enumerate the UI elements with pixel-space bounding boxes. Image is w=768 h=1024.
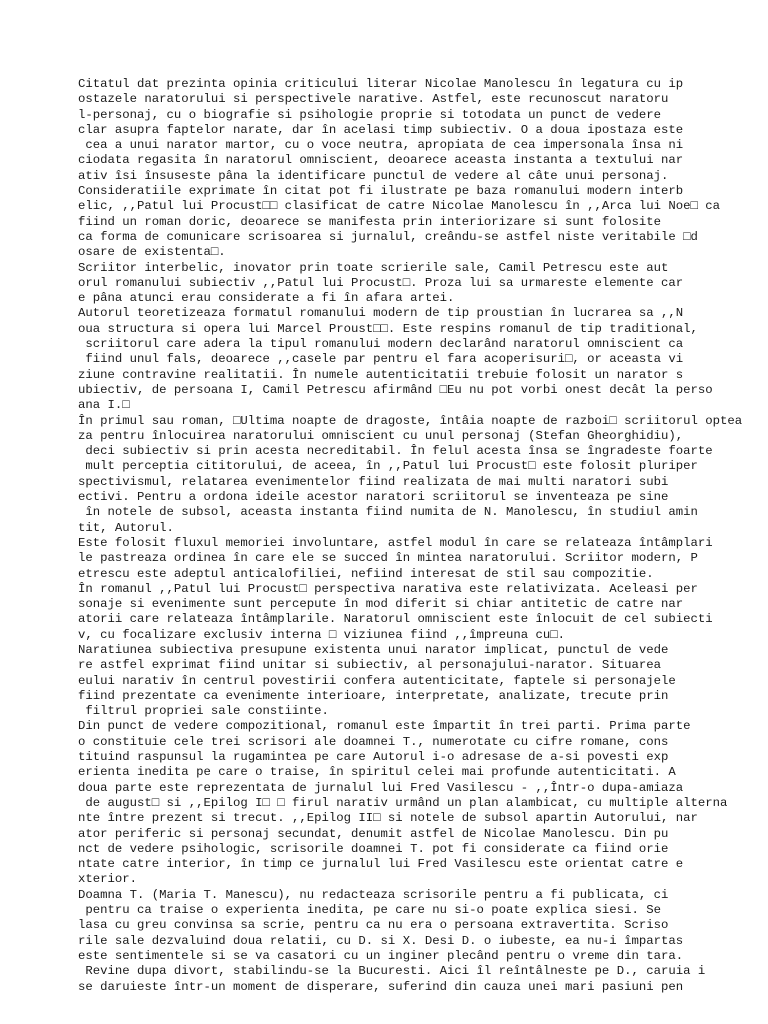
text-line: Scriitor interbelic, inovator prin toate scrierile sale, Camil Petrescu este aut xyxy=(78,260,669,275)
essay-text xyxy=(78,77,768,995)
text-line: v, cu focalizare exclusiv interna □ viziunea fiind ,,împreuna cu□. xyxy=(78,627,566,642)
text-line: nte între prezent si trecut. ,,Epilog II□ si notele de subsol apartin Autorului, nar xyxy=(78,811,698,826)
text-line: deci subiectiv si prin acesta necreditabil. În felul acesta însa se îngradeste foarte xyxy=(78,444,713,459)
text-line: erienta inedita pe care o traise, în spiritul celei mai profunde autenticitati. A xyxy=(78,765,676,780)
text-line: mult perceptia cititorului, de aceea, în ,,Patul lui Procust□ este folosit pluriper xyxy=(78,459,698,474)
text-line: filtrul propriei sale constiinte. xyxy=(78,704,329,719)
text-line: Citatul dat prezinta opinia criticului literar Nicolae Manolescu în legatura cu ip xyxy=(78,77,684,91)
text-line: atorii care relateaza întâmplarile. Naratorul omniscient este înlocuit de cel subiecti xyxy=(78,612,713,627)
text-line: clar asupra faptelor narate, dar în acelasi timp subiectiv. O a doua ipostaza este xyxy=(78,122,684,137)
text-line: osare de existenta□. xyxy=(78,245,226,260)
text-line: scriitorul care adera la tipul romanului modern declarând naratorul omniscient ca xyxy=(78,337,684,352)
text-line: tit, Autorul. xyxy=(78,520,174,535)
text-line: ziune contravine realitatii. În numele autenticitatii trebuie folosit un narator s xyxy=(78,367,684,382)
text-line: ntate catre interior, în timp ce jurnalul lui Fred Vasilescu este orientat catre e xyxy=(78,857,684,872)
text-line: nct de vedere psihologic, scrisorile doamnei T. pot fi considerate ca fiind orie xyxy=(78,841,669,856)
text-line: le pastreaza ordinea în care ele se succed în mintea naratorului. Scriitor modern, P xyxy=(78,551,698,566)
text-line: pentru ca traise o experienta inedita, pe care nu si-o poate explica siesi. Se xyxy=(78,903,661,918)
text-line: se daruieste într-un moment de disperare, suferind din cauza unei mari pasiuni pen xyxy=(78,979,684,994)
text-line: ubiectiv, de persoana I, Camil Petrescu afirmând □Eu nu pot vorbi onest decât la perso xyxy=(78,382,713,397)
text-line: de august□ si ,,Epilog I□ □ firul narativ urmând un plan alambicat, cu multiple alterna xyxy=(78,795,728,810)
text-line: Este folosit fluxul memoriei involuntare, astfel modul în care se relateaza întâmplari xyxy=(78,535,713,550)
text-line: doua parte este reprezentata de jurnalul lui Fred Vasilescu - ,,Într-o dupa-amiaza xyxy=(78,780,684,795)
text-line: ciodata regasita în naratorul omniscient, deoarece aceasta instanta a textului nar xyxy=(78,153,684,168)
text-line: este sentimentele si se va casatori cu un inginer plecând pentru o vreme din tara. xyxy=(78,948,684,963)
text-line: În romanul ,,Patul lui Procust□ perspectiva narativa este relativizata. Aceleasi per xyxy=(78,581,698,596)
text-line: l-personaj, cu o biografie si psihologie proprie si totodata un punct de vedere xyxy=(78,107,661,122)
text-line: fiind un roman doric, deoarece se manifesta prin interiorizare si sunt folosite xyxy=(78,214,661,229)
text-line: sonaje si evenimente sunt percepute în mod diferit si chiar antitetic de catre nar xyxy=(78,597,684,612)
text-line: ectivi. Pentru a ordona ideile acestor naratori scriitorul se inventeaza pe sine xyxy=(78,490,669,505)
text-line: rile sale dezvaluind doua relatii, cu D. si X. Desi D. o iubeste, ea nu-i împartas xyxy=(78,933,684,948)
text-line: ana I.□ xyxy=(78,398,130,413)
text-line: spectivismul, relatarea evenimentelor fiind realizata de mai multi naratori subi xyxy=(78,474,669,489)
text-line: În primul sau roman, □Ultima noapte de dragoste, întâia noapte de razboi□ scriitorul optea xyxy=(78,413,743,428)
text-line: Autorul teoretizeaza formatul romanului modern de tip proustian în lucrarea sa ,,N xyxy=(78,306,684,321)
text-line: tituind raspunsul la rugamintea pe care Autorul i-o adresase de a-si povesti exp xyxy=(78,750,669,765)
text-line: za pentru înlocuirea naratorului omniscient cu unul personaj (Stefan Gheorghidiu), xyxy=(78,428,684,443)
text-line: lasa cu greu convinsa sa scrie, pentru ca nu era o persoana extravertita. Scriso xyxy=(78,918,669,933)
text-line: în notele de subsol, aceasta instanta fiind numita de N. Manolescu, în studiul amin xyxy=(78,505,698,520)
text-line: Revine dupa divort, stabilindu-se la Bucuresti. Aici îl reîntâlneste pe D., caruia i xyxy=(78,964,706,979)
text-line: Consideratiile exprimate în citat pot fi ilustrate pe baza romanului modern interb xyxy=(78,184,684,199)
text-line: ostazele naratorului si perspectivele narative. Astfel, este recunoscut naratoru xyxy=(78,92,669,107)
text-line: e pâna atunci erau considerate a fi în afara artei. xyxy=(78,291,455,306)
text-line: eului narativ în centrul povestirii confera autenticitate, faptele si personajele xyxy=(78,673,676,688)
text-line: fiind unul fals, deoarece ,,casele par pentru el fara acoperisuri□, or aceasta vi xyxy=(78,352,684,367)
text-line: o constituie cele trei scrisori ale doamnei T., numerotate cu cifre romane, cons xyxy=(78,734,669,749)
text-line: Naratiunea subiectiva presupune existenta unui narator implicat, punctul de vede xyxy=(78,642,669,657)
text-line: cea a unui narator martor, cu o voce neutra, apropiata de cea impersonala însa ni xyxy=(78,138,684,153)
text-line: oua structura si opera lui Marcel Proust□□. Este respins romanul de tip traditional, xyxy=(78,321,698,336)
text-line: fiind prezentate ca evenimente interioare, interpretate, analizate, trecute prin xyxy=(78,688,669,703)
text-line: Doamna T. (Maria T. Manescu), nu redacteaza scrisorile pentru a fi publicata, ci xyxy=(78,887,669,902)
text-line: ca forma de comunicare scrisoarea si jurnalul, creându-se astfel niste veritabile □d xyxy=(78,229,698,244)
text-line: orul romanului subiectiv ,,Patul lui Procust□. Proza lui sa urmareste elemente car xyxy=(78,275,684,290)
text-line: Din punct de vedere compozitional, romanul este împartit în trei parti. Prima parte xyxy=(78,719,691,734)
text-line: etrescu este adeptul anticalofiliei, nefiind interesat de stil sau compozitie. xyxy=(78,566,654,581)
text-line: ator periferic si personaj secundat, denumit astfel de Nicolae Manolescu. Din pu xyxy=(78,826,669,841)
text-line: re astfel exprimat fiind unitar si subiectiv, al personajului-narator. Situarea xyxy=(78,658,661,673)
text-line: ativ îsi însuseste pâna la identificare punctul de vedere al câte unui personaj. xyxy=(78,168,669,183)
text-line: xterior. xyxy=(78,872,138,887)
text-line: elic, ,,Patul lui Procust□□ clasificat de catre Nicolae Manolescu în ,,Arca lui Noe□ ca xyxy=(78,199,721,214)
